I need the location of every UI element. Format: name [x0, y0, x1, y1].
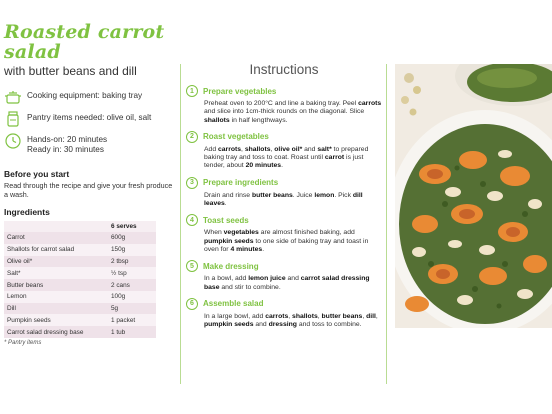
- step-title: Prepare vegetables: [203, 86, 277, 96]
- step-title: Roast vegetables: [203, 132, 269, 142]
- recipe-title: Roasted carrot salad: [4, 21, 165, 63]
- clock-icon: [4, 132, 22, 150]
- ingredient-row: [4, 244, 156, 256]
- step-number-circle-icon: 6: [186, 298, 198, 310]
- step-text: Preheat oven to 200°C and line a baking tray. Peel carrots and slice into 1cm-thick rounds on the diagonal. Slice shallots in half lengthways.: [204, 100, 382, 124]
- ingredient-name: Carrot: [4, 232, 108, 244]
- ingredient-quantity: 5g: [108, 303, 156, 315]
- ingredients-table: [4, 221, 156, 338]
- ingredient-quantity: 150g: [108, 244, 156, 256]
- ingredient-name: Pumpkin seeds: [4, 314, 108, 326]
- ingredient-row: [4, 314, 156, 326]
- ingredient-quantity: 1 packet: [108, 314, 156, 326]
- pantry-row: [4, 110, 176, 128]
- ingredient-row: [4, 291, 156, 303]
- step-header: [186, 214, 382, 226]
- step-title: Prepare ingredients: [203, 178, 279, 188]
- step-text: Drain and rinse butter beans. Juice lemon. Pick dill leaves.: [204, 191, 363, 208]
- ingredient-name: Shallots for carrot salad: [4, 244, 108, 256]
- ingredients-heading: Ingredients: [4, 207, 50, 217]
- step-title: Make dressing: [203, 261, 259, 271]
- step-header: [186, 177, 382, 189]
- step-number-circle-icon: 3: [186, 177, 198, 189]
- ingredient-row: [4, 326, 156, 338]
- step-header: [186, 260, 382, 272]
- instruction-step: [186, 131, 382, 171]
- step-header: [186, 298, 382, 310]
- ingredient-quantity: 600g: [108, 232, 156, 244]
- before-you-start-heading: Before you start: [4, 169, 70, 179]
- instructions-column: [186, 62, 382, 329]
- instruction-step: [186, 177, 382, 209]
- ingredient-name: Butter beans: [4, 279, 108, 291]
- ingredient-row: [4, 279, 156, 291]
- step-text: Add carrots, shallots, olive oil* and salt* to prepared baking tray and toss to coat. Roast until carrot is just tender, about 20 minutes.: [204, 145, 369, 170]
- ingredient-name: Olive oil*: [4, 256, 108, 268]
- ready-in-time: Ready in: 30 minutes: [27, 145, 104, 154]
- ingredient-row: [4, 267, 156, 279]
- ingredient-quantity: 2 cans: [108, 279, 156, 291]
- time-row: [4, 132, 176, 155]
- ingredient-column-header: [4, 221, 108, 232]
- ingredient-name: Salt*: [4, 267, 108, 279]
- ingredient-quantity: 100g: [108, 291, 156, 303]
- salad-photo: [395, 64, 552, 328]
- step-text: In a large bowl, add carrots, shallots, butter beans, dill, pumpkin seeds and dressing and toss to combine.: [204, 312, 378, 329]
- step-header: [186, 85, 382, 97]
- step-number-circle-icon: 2: [186, 131, 198, 143]
- pantry-text: Pantry items needed: olive oil, salt: [27, 113, 152, 122]
- step-text: When vegetables are almost finished baking, add pumpkin seeds to one side of baking tray and toast in oven for 4 minutes.: [204, 229, 369, 253]
- ingredient-name: Lemon: [4, 291, 108, 303]
- instruction-step: [186, 260, 382, 292]
- salad-photo-art: [395, 64, 552, 328]
- pot-icon: [4, 88, 22, 106]
- equipment-row: [4, 88, 176, 106]
- time-text: [27, 132, 107, 155]
- instruction-step: [186, 298, 382, 330]
- ingredient-quantity: ½ tsp: [108, 267, 156, 279]
- hands-on-time: Hands-on: 20 minutes: [27, 135, 108, 144]
- ingredient-row: [4, 232, 156, 244]
- column-divider-left: [180, 64, 181, 384]
- instructions-heading: Instructions: [249, 62, 319, 77]
- ingredient-name: Dill: [4, 303, 108, 315]
- instruction-step: [186, 85, 382, 125]
- ingredient-quantity: 1 tub: [108, 326, 156, 338]
- pantry-jar-icon: [4, 110, 22, 128]
- equipment-text: Cooking equipment: baking tray: [27, 91, 143, 100]
- step-header: [186, 131, 382, 143]
- step-number-circle-icon: 5: [186, 260, 198, 272]
- recipe-subtitle: with butter beans and dill: [4, 64, 137, 78]
- ingredient-row: [4, 256, 156, 268]
- recipe-info-column: [4, 22, 176, 346]
- step-text: In a bowl, add lemon juice and carrot salad dressing base and stir to combine.: [204, 275, 370, 291]
- step-number-circle-icon: 1: [186, 85, 198, 97]
- instruction-step: [186, 214, 382, 254]
- column-divider-right: [386, 64, 387, 384]
- before-you-start-text: Read through the recipe and give your fresh produce a wash.: [4, 181, 173, 199]
- step-title: Assemble salad: [203, 299, 264, 309]
- ingredient-quantity: 2 tbsp: [108, 256, 156, 268]
- ingredient-name: Carrot salad dressing base: [4, 326, 108, 338]
- ingredients-header-row: [4, 221, 156, 232]
- step-number-circle-icon: 4: [186, 214, 198, 226]
- serves-column-header: 6 serves: [108, 221, 156, 232]
- pantry-footnote: * Pantry items: [4, 340, 42, 347]
- ingredient-row: [4, 303, 156, 315]
- step-title: Toast seeds: [203, 215, 249, 225]
